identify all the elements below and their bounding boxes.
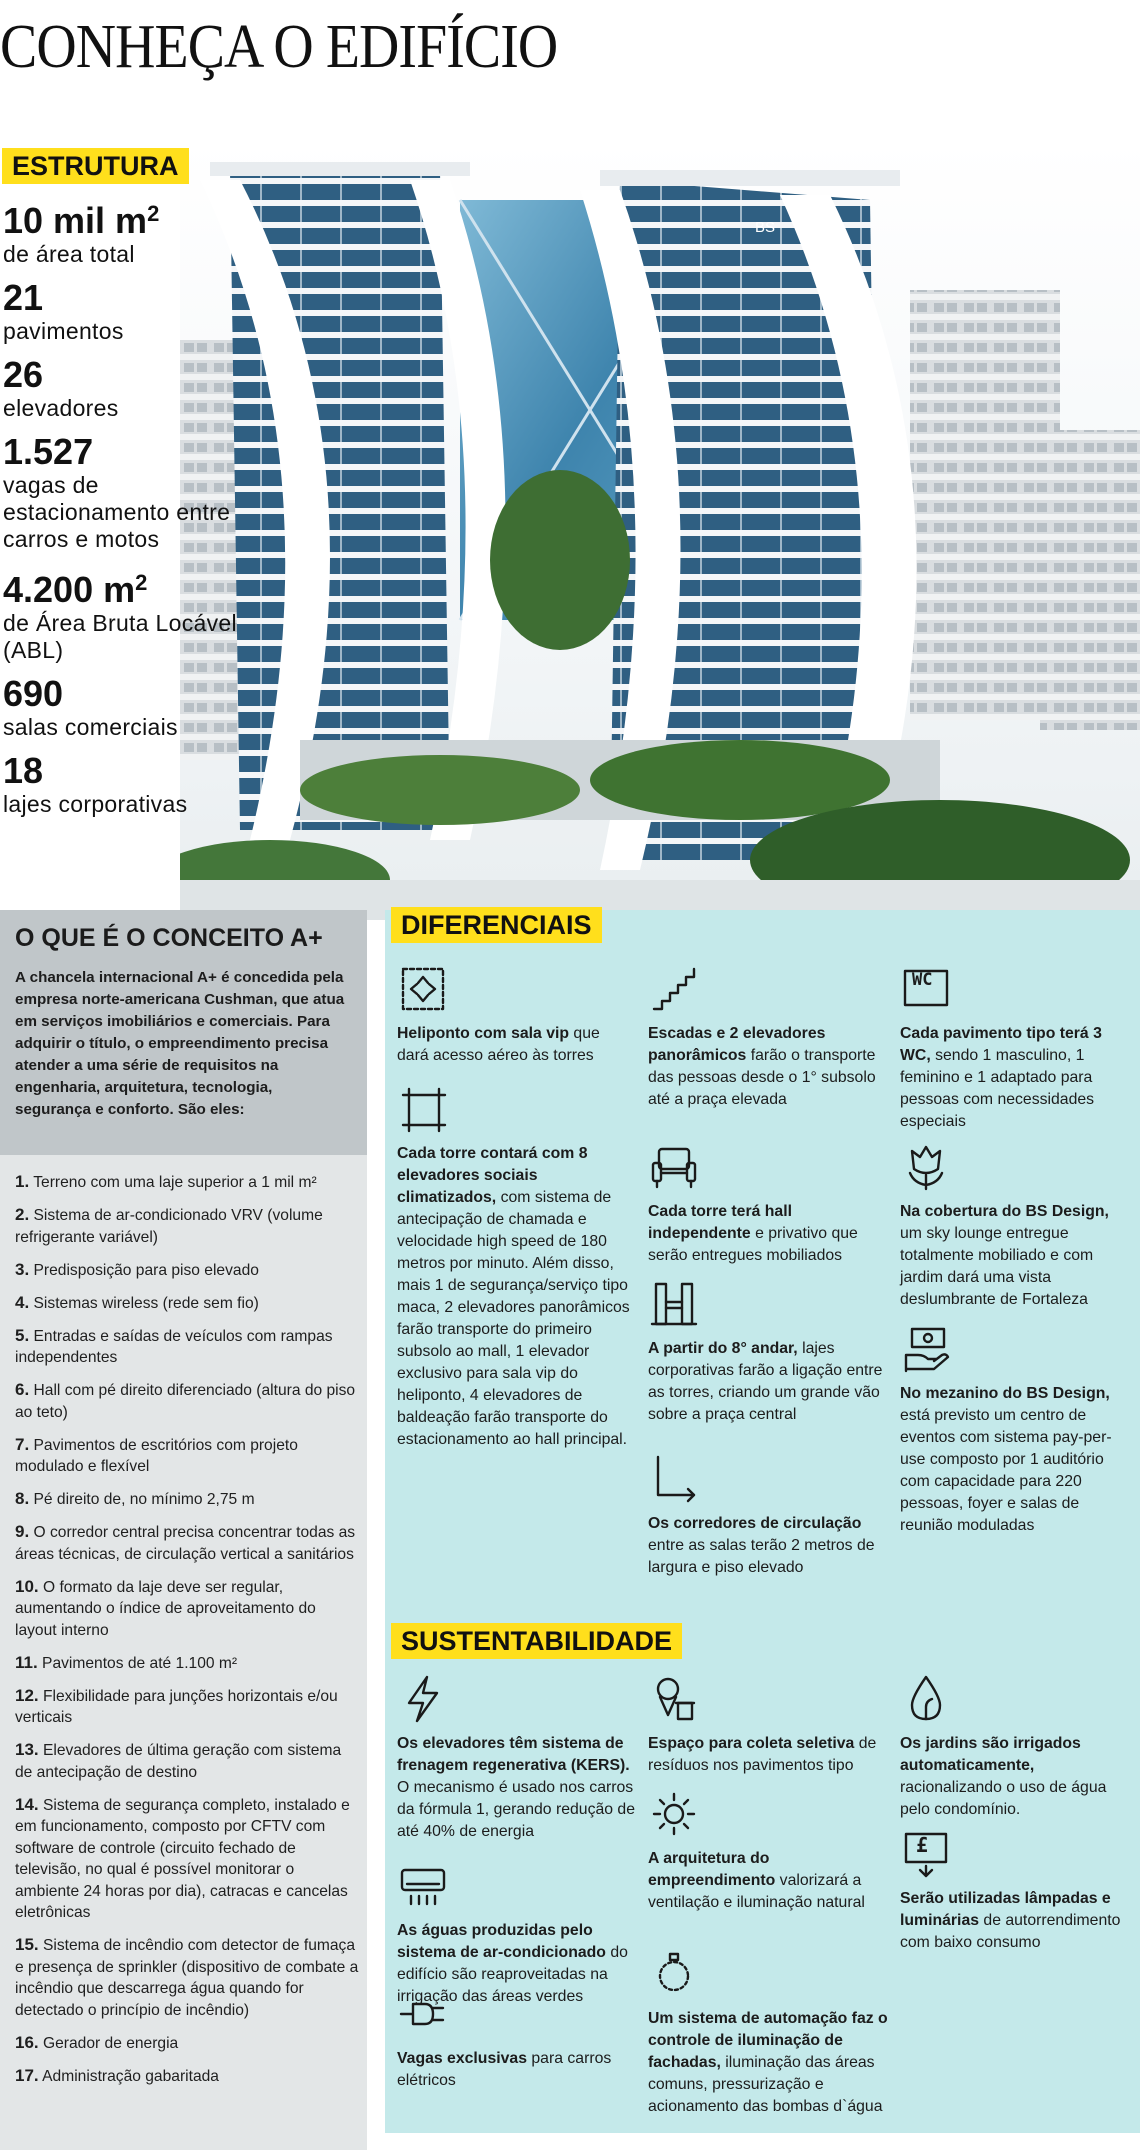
feature-text: do edifício são reaproveitadas na irrigação das áreas verdes [397,1944,628,2005]
stat-value [3,194,260,241]
requirement-item [15,1434,361,1478]
stat-number: 26 [3,354,44,395]
feature-highlight: Os jardins são irrigados automaticamente, [900,1735,1081,1774]
requirement-number: 7. [15,1434,30,1454]
stat-item [0,751,260,818]
feature-text: com sistema de antecipação de chamada e velocidade high speed de 180 metros por minuto. Além disso, mais 1 de segurança/serviço tipo maca, 2 elevadores panorâmicos farão transporte do primeiro subsolo ao mall, 1 elevador exclusivo para sala vip do heliponto, 4 elevadores de baldeação farão transporte do estacionamento ao hall principal. [397,1189,630,1448]
feature-item [397,1085,637,1451]
requirements-list [0,1171,367,2087]
requirement-number: 2. [15,1205,30,1224]
building-graphic [180,140,1140,920]
lightning-icon [397,1675,449,1723]
feature-item [900,965,1130,1133]
requirement-text: Administração gabaritada [42,2067,219,2085]
feature-text: iluminação das áreas comuns, pressurização e acionamento das bombas d`água [648,2054,883,2115]
estrutura-label: ESTRUTURA [2,148,189,184]
stat-label: pavimentos [3,318,124,344]
feature-text: de resíduos nos pavimentos tipo [648,1735,877,1774]
stat-item [0,278,260,345]
feature-highlight: Serão utilizadas lâmpadas e luminárias [900,1890,1111,1929]
stat-label: de área total [3,241,135,267]
feature-item [397,1675,637,1843]
stat-value [3,563,260,610]
feature-text: para carros elétricos [397,2050,612,2089]
feature-highlight: Um sistema de automação faz o controle de iluminação de fachadas, [648,2010,888,2071]
feature-highlight: As águas produzidas pelo sistema de ar-condicionado [397,1922,606,1961]
wc-icon [900,965,952,1013]
building-illustration [180,140,1140,920]
requirement-text: Sistemas wireless (rede sem fio) [33,1294,259,1312]
requirement-text: Pavimentos de até 1.100 m² [42,1654,238,1672]
stat-item [0,194,260,268]
stat-label: vagas de estacionamento entre carros e motos [3,472,231,552]
stat-number: 10 mil m [3,200,148,241]
tulip-icon [900,1143,952,1191]
feature-text: e privativo que serão entregues mobiliados [648,1225,858,1264]
stat-value [3,674,260,714]
requirement-item [15,1292,361,1315]
hand-ticket-icon [900,1325,952,1373]
feature-highlight: Os elevadores têm sistema de frenagem regenerativa (KERS). [397,1735,630,1774]
building-sign: BS [755,219,776,236]
requirement-item [15,1379,361,1423]
feature-highlight: Cada pavimento tipo terá 3 WC, [900,1025,1102,1064]
feature-highlight: No mezanino do BS Design, [900,1385,1110,1402]
feature-highlight: Cada torre contará com 8 elevadores sociais climatizados, [397,1145,588,1206]
requirement-text: Sistema de ar-condicionado VRV (volume refrigerante variável) [15,1207,323,1246]
feature-highlight: A arquitetura do empreendimento [648,1850,776,1889]
requirement-number: 5. [15,1325,30,1345]
conceito-intro: A chancela internacional A+ é concedida pela empresa norte-americana Cushman, que atua em serviços imobiliários e comerciais. Para adquirir o título, o empreendimento precisa atender a uma série de requisitos na engenharia, arquitetura, tecnologia, segurança e conforto. São eles: [15,969,345,1118]
requirement-item [15,1652,361,1675]
stat-label: elevadores [3,395,119,421]
feature-text: valorizará a ventilação e iluminação natural [648,1872,865,1911]
requirement-number: 17. [15,2065,39,2085]
requirement-number: 9. [15,1522,30,1541]
stat-number: 4.200 m [3,569,136,610]
feature-text: que dará acesso aéreo às torres [397,1025,600,1064]
feature-item [648,1143,888,1267]
requirement-number: 12. [15,1685,39,1705]
requirement-item [15,1794,361,1924]
feature-highlight: Cada torre terá hall independente [648,1203,792,1242]
stat-item [0,674,260,741]
conceito-section [0,910,367,2150]
air-conditioner-icon [397,1862,449,1910]
sofa-icon [648,1143,700,1191]
feature-item [648,1280,888,1426]
requirement-item [15,1171,361,1194]
recycle-bin-icon [648,1675,700,1723]
bridge-icon [648,1280,700,1328]
conceito-title: O QUE É O CONCEITO A+ [15,924,323,952]
ev-plug-icon [397,1990,449,2038]
stat-number: 18 [3,750,44,791]
requirement-item [15,1488,361,1511]
stat-label: de Área Bruta Locável (ABL) [3,610,237,663]
stat-value [3,355,260,395]
requirement-number: 15. [15,1935,39,1954]
requirement-number: 11. [15,1652,38,1672]
heliport-icon [397,965,449,1013]
stat-number: 1.527 [3,431,94,472]
requirement-text: O corredor central precisa concentrar todas as áreas técnicas, de circulação vertical a sanitários [15,1524,356,1563]
requirement-item [15,1934,361,2021]
stairs-icon [648,965,700,1013]
water-drop-icon [900,1675,952,1723]
requirement-number: 13. [15,1740,39,1759]
feature-highlight: Os corredores de circulação [648,1515,862,1532]
stat-item [0,355,260,422]
page-title: CONHEÇA O EDIFÍCIO [0,13,558,81]
requirement-item [15,1521,361,1565]
stat-value [3,751,260,791]
stat-label: lajes corporativas [3,791,188,817]
feature-item [397,965,627,1067]
requirement-text: O formato da laje deve ser regular, aumentando o índice de aproveitamento do layout interno [15,1578,316,1639]
requirement-text: Predisposição para piso elevado [33,1261,259,1279]
stat-number: 690 [3,673,64,714]
requirement-text: Pé direito de, no mínimo 2,75 m [33,1491,255,1508]
feature-text: lajes corporativas farão a ligação entre as torres, criando um grande vão sobre a praça central [648,1340,883,1423]
stat-unit-exponent: 2 [147,201,160,226]
feature-highlight: A partir do 8° andar, [648,1340,798,1357]
feature-text: de autorrendimento com baixo consumo [900,1912,1121,1951]
stat-unit-exponent: 2 [135,570,148,595]
requirement-text: Flexibilidade para junções horizontais e/ou verticais [15,1687,338,1726]
money-saving-icon [900,1830,952,1878]
feature-item [648,1790,888,1914]
requirement-number: 16. [15,2032,39,2052]
feature-item [900,1675,1130,1821]
diferenciais-label: DIFERENCIAIS [391,907,602,943]
feature-text: está previsto um centro de eventos com sistema pay-per-use composto por 1 auditório com capacidade para 220 pessoas, foyer e salas de reunião moduladas [900,1407,1112,1534]
requirement-item [15,2032,361,2055]
requirement-number: 14. [15,1794,39,1814]
feature-text: farão o transporte das pessoas desde o 1° subsolo até a praça elevada [648,1047,876,1108]
requirement-text: Elevadores de última geração com sistema de antecipação de destino [15,1742,342,1781]
requirement-text: Gerador de energia [42,2034,179,2052]
feature-item [397,1990,637,2092]
feature-text: um sky lounge entregue totalmente mobiliado e com jardim dará uma vista deslumbrante de Fortaleza [900,1225,1094,1308]
requirement-text: Hall com pé direito diferenciado (altura do piso ao teto) [15,1382,356,1421]
features-panel [385,910,1140,2133]
requirement-item [15,1325,361,1369]
sun-icon [648,1790,700,1838]
requirement-number: 8. [15,1489,30,1508]
requirement-item [15,1259,361,1282]
feature-text: entre as salas terão 2 metros de largura e piso elevado [648,1537,875,1576]
icon-label: £ [916,1833,929,1857]
feature-item [900,1143,1130,1311]
stat-label: salas comerciais [3,714,178,740]
requirement-text: Sistema de incêndio com detector de fumaça e presença de sprinkler (dispositivo de combate a incêndio que descarrega água quando for detectado o princípio de incêndio) [15,1937,359,2019]
feature-text: O mecanismo é usado nos carros da fórmula 1, gerando redução de até 40% de energia [397,1779,635,1840]
feature-text: sendo 1 masculino, 1 feminino e 1 adaptado para pessoas com necessidades especiais [900,1047,1095,1130]
sustentabilidade-label: SUSTENTABILIDADE [391,1623,682,1659]
stat-value [3,432,260,472]
feature-item [900,1325,1130,1537]
stat-item [0,563,260,664]
requirement-text: Sistema de segurança completo, instalado e em funcionamento, composto por CFTV com software de controle (circuito fechado de televisão, no qual é possível monitorar o ambiente 24 horas por dia), catracas e cancelas eletrônicas [15,1796,350,1921]
requirement-number: 3. [15,1259,30,1279]
estrutura-section [0,148,260,818]
requirement-item [15,1685,361,1729]
feature-highlight: Heliponto com sala vip [397,1025,570,1042]
feature-item [900,1830,1130,1954]
requirement-text: Terreno com uma laje superior a 1 mil m² [33,1174,317,1191]
icon-label: WC [912,970,933,990]
conceito-header [0,910,367,1155]
feature-item [648,965,888,1111]
stat-item [0,432,260,553]
requirement-item [15,1739,361,1783]
requirement-item [15,2065,361,2088]
bulb-icon [648,1950,700,1998]
feature-item [648,1675,888,1777]
feature-item [648,1455,888,1579]
elevator-frame-icon [397,1085,449,1133]
requirement-number: 10. [15,1576,39,1596]
requirement-text: Pavimentos de escritórios com projeto modulado e flexível [15,1436,298,1475]
feature-item [648,1950,888,2118]
stat-number: 21 [3,277,44,318]
corridor-icon [648,1455,700,1503]
stat-value [3,278,260,318]
requirement-item [15,1204,361,1248]
feature-highlight: Vagas exclusivas [397,2050,527,2067]
requirement-item [15,1576,361,1642]
requirement-number: 4. [15,1292,30,1312]
feature-highlight: Na cobertura do BS Design, [900,1203,1109,1220]
requirement-number: 6. [15,1380,30,1399]
feature-highlight: Escadas e 2 elevadores panorâmicos [648,1025,826,1064]
stats-list [0,194,260,818]
feature-item [397,1862,637,2008]
requirement-text: Entradas e saídas de veículos com rampas independentes [15,1327,333,1366]
feature-text: racionalizando o uso de água pelo condomínio. [900,1779,1107,1818]
requirement-number: 1. [15,1172,30,1191]
feature-highlight: Espaço para coleta seletiva [648,1735,855,1752]
